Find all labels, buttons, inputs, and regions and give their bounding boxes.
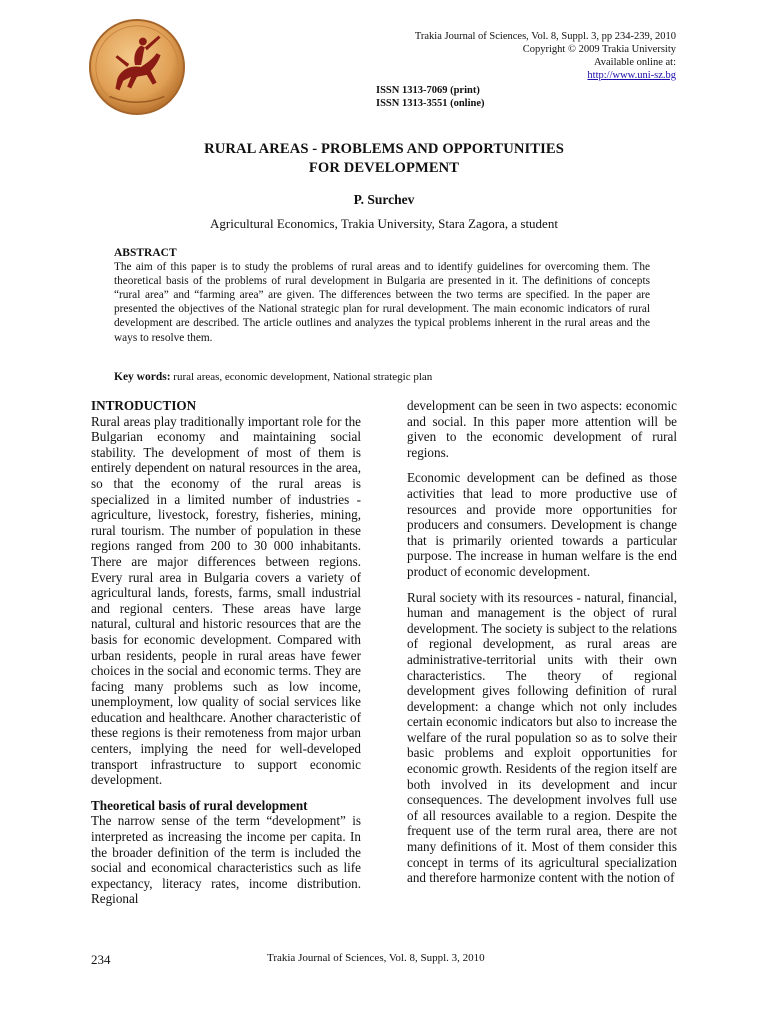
paper-title	[0, 140, 768, 178]
university-logo	[88, 18, 186, 116]
page-number: 234	[91, 952, 111, 967]
right-paragraph-3: Rural society with its resources - natural, financial, human and management is the object of rural development. The society is subject to the relations of regional development, as rural areas are administrative-territorial units with their own characteristics. The theory of regional development gives following definition of rural development: a change which not only includes certain economic indicators but also to increase the welfare of the rural population so as to solve their basic problems and exploit opportunities for economic growth. Residents of the region itself are both involved in its development and incur consequences. The development involves full use of all resources available to a region. Despite the frequent use of the term rural area, there are not many definitions of it. Most of them consider this concept in terms of its agricultural specialization and therefore harmonize content with the notion of	[407, 589, 677, 886]
journal-citation: Trakia Journal of Sciences, Vol. 8, Suppl. 3, pp 234-239, 2010	[414, 31, 676, 42]
theory-heading: Theoretical basis of rural development	[91, 797, 308, 813]
author-name: P. Surchev	[353, 192, 415, 207]
keywords-text: rural areas, economic development, National strategic plan	[173, 371, 433, 383]
theory-paragraph: The narrow sense of the term “development” is interpreted as increasing the income per capita. In the broader definition of the term is included the social and economical characteristics such as life expectancy, literacy rates, income distribution. Regional	[91, 813, 361, 907]
title-line-2: FOR DEVELOPMENT	[308, 160, 460, 176]
right-column	[407, 398, 677, 896]
abstract-section	[114, 246, 650, 345]
issn-online: ISSN 1313-3551 (online)	[376, 98, 485, 109]
introduction-paragraph: Rural areas play traditionally important role for the Bulgarian economy and maintaining social stability. The development of most of them is entirely dependent on natural resources in the area, so that the economy of the rural areas is specialized in a limited number of industries - agriculture, livestock, forestry, fisheries, mining, rural tourism. The number of population in these regions ranged from 200 to 30 000 inhabitants. There are major differences between regions. Every rural area in Bulgaria covers a variety of agricultural lands, forests, farms, small industrial and regional centers. These areas have large natural, cultural and historic resources that are the basis for economic development. Compared with urban residents, people in rural areas have fewer choices in the social and economic terms. They are facing many problems such as low income, unemployment, low quality of social services like education and healthcare. Another characteristic of these regions is their remoteness from major urban centers, implying the need for well-developed transport infrastructure to support economic development.	[91, 413, 361, 788]
issn-print: ISSN 1313-7069 (print)	[376, 85, 480, 96]
issn-block	[376, 84, 485, 110]
title-line-1: RURAL AREAS - PROBLEMS AND OPPORTUNITIES	[204, 141, 564, 157]
left-column	[91, 398, 361, 917]
available-label: Available online at:	[593, 57, 676, 68]
abstract-heading: ABSTRACT	[114, 247, 177, 259]
introduction-heading: INTRODUCTION	[91, 398, 197, 413]
right-paragraph-1: development can be seen in two aspects: economic and social. In this paper more attention will be given to the economic development of rural regions.	[407, 398, 677, 460]
keywords-label: Key words:	[114, 371, 171, 383]
journal-header	[415, 30, 676, 82]
copyright-line: Copyright © 2009 Trakia University	[522, 44, 676, 55]
keywords-line	[114, 371, 674, 383]
journal-url-link[interactable]: http://www.uni-sz.bg	[587, 70, 676, 81]
right-paragraph-2: Economic development can be defined as those activities that lead to more productive use of resources and provide more opportunities for producers and consumers. Development is change that is primarily oriented towards a particular purpose. The increase in human welfare is the end product of economic development.	[407, 470, 677, 579]
author-affiliation: Agricultural Economics, Trakia University, Stara Zagora, a student	[210, 216, 558, 231]
footer-journal: Trakia Journal of Sciences, Vol. 8, Suppl. 3, 2010	[267, 952, 485, 964]
abstract-text: The aim of this paper is to study the problems of rural areas and to identify guidelines for overcoming them. The theoretical basis of the problems of rural development in Bulgaria are presented in it. The definitions of concepts “rural area” and “farming area” are given. The differences between the two terms are specified. In the paper are presented the objectives of the National strategic plan for rural development. The main economic indicators of rural development are described. The article outlines and analyzes the typical problems inherent in the rural areas and the ways to resolve them.	[114, 261, 650, 344]
